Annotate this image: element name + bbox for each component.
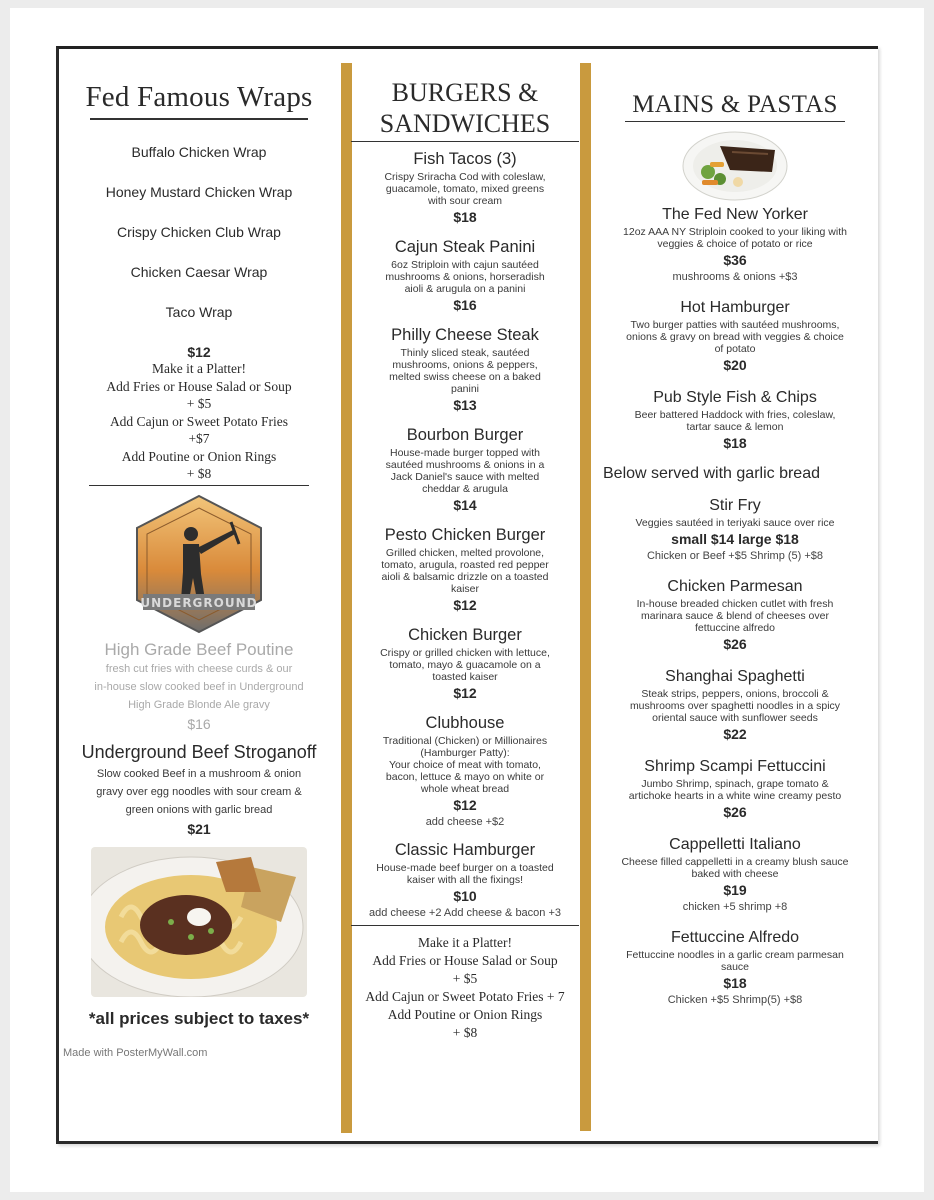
desc-line: sauce [720,961,750,973]
burgers-heading-rule [351,141,579,142]
desc-line: Steak strips, peppers, onions, broccoli & [641,688,829,700]
item-title: Pub Style Fish & Chips [653,389,817,406]
menu-item [595,578,875,652]
desc-line: fettuccine alfredo [695,622,775,634]
menu-item [349,626,581,701]
underground-logo [133,494,265,634]
desc-line: In-house breaded chicken cutlet with fresh [636,598,834,610]
item-price: $26 [723,804,747,820]
platter-line: Add Cajun or Sweet Potato Fries + 7 [365,989,565,1004]
mains-list [595,206,875,451]
item-description [595,598,875,634]
desc-line: Beer battered Haddock with fries, coleslaw, [634,409,836,421]
item-price: $14 [453,497,477,513]
wraps-platter-info [63,360,335,483]
heading-line: BURGERS & [391,78,539,107]
item-description [349,547,581,595]
desc-line: aioli & balsamic drizzle on a toasted [381,571,549,583]
menu-item [595,836,875,913]
platter-line: Make it a Platter! [151,361,247,376]
desc-line: mushrooms & onions, horseradish [385,271,545,283]
burgers-list [349,150,581,919]
desc-line: panini [450,383,480,395]
platter-line: Add Poutine or Onion Rings [387,1007,543,1022]
item-title: Cajun Steak Panini [394,238,536,256]
desc-line: toasted kaiser [432,671,498,683]
desc-line: aioli & arugula on a panini [404,283,526,295]
item-description [595,856,875,880]
item-title: Clubhouse [425,714,505,732]
wrap-item: Chicken Caesar Wrap [130,264,268,280]
desc-line: in-house slow cooked beef in Underground [94,680,304,693]
item-price: $21 [187,820,211,837]
item-description [63,660,335,714]
desc-line: Jumbo Shrimp, spinach, grape tomato & [641,778,829,790]
desc-line: mushrooms over spaghetti noodles in a spicy [629,700,841,712]
item-description [349,171,581,207]
item-addon: add cheese +2 Add cheese & bacon +3 [368,907,562,919]
poutine-item [63,640,335,732]
item-description [349,647,581,683]
mains-heading-rule [625,121,845,122]
item-title: Bourbon Burger [406,426,524,444]
burgers-column [349,49,581,1042]
platter-line: + $8 [186,466,212,481]
stroganoff-photo [91,847,307,997]
desc-line: whole wheat bread [420,783,510,795]
gold-divider-right [580,63,591,1131]
food-photo-icon [91,847,307,997]
menu-item [595,299,875,373]
platter-line: + $8 [452,1025,478,1040]
desc-line: green onions with garlic bread [125,803,273,816]
menu-item [349,714,581,828]
desc-line: Veggies sautéed in teriyaki sauce over rice [635,517,835,529]
platter-line: + $5 [186,396,212,411]
platter-line: Make it a Platter! [417,935,513,950]
menu-item [595,497,875,562]
desc-line: cheddar & arugula [422,483,508,495]
platter-line: Add Cajun or Sweet Potato Fries [109,413,289,429]
wrap-item: Taco Wrap [165,304,233,320]
item-description [349,862,581,886]
desc-line: Thinly sliced steak, sautéed [400,347,530,359]
platter-line: + $5 [452,971,478,986]
desc-line: High Grade Blonde Ale gravy [128,698,270,711]
item-title: Cappelletti Italiano [669,836,801,853]
desc-line: fresh cut fries with cheese curds & our [105,662,293,675]
item-title: Shanghai Spaghetti [665,668,805,685]
desc-line: Cheese filled cappelletti in a creamy blush sauce [621,856,849,868]
wrap-item: Buffalo Chicken Wrap [131,144,267,160]
item-price: $12 [453,685,477,701]
item-addon: Chicken or Beef +$5 Shrimp (5) +$8 [646,550,824,562]
item-addon: Chicken +$5 Shrimp(5) +$8 [667,994,803,1006]
burgers-heading [349,77,581,139]
item-price: $22 [723,726,747,742]
desc-line: melted swiss cheese on a baked [389,371,541,383]
mains-column [595,49,875,1006]
desc-line: veggies & choice of potato or rice [657,238,813,250]
item-title: Fish Tacos (3) [413,150,517,168]
menu-item [349,326,581,413]
item-price: $10 [453,888,477,904]
menu-item [595,758,875,820]
menu-item [349,426,581,513]
item-price: $26 [723,636,747,652]
desc-line: guacamole, tomato, mixed greens [385,183,545,195]
item-title: The Fed New Yorker [662,206,808,223]
made-with-note: Made with PosterMyWall.com [63,1046,208,1059]
desc-line: marinara sauce & blend of cheeses over [641,610,829,622]
item-title: Chicken Parmesan [667,578,803,595]
item-title: Stir Fry [709,497,761,514]
item-description [595,778,875,802]
menu-sheet [56,46,878,1144]
desc-line: Jack Daniel's sauce with melted [390,471,540,483]
taxes-note: *all prices subject to taxes* [88,1008,310,1028]
item-price: $18 [723,435,747,451]
desc-line: Traditional (Chicken) or Millionaires [382,735,548,747]
item-description [595,409,875,433]
platter-line: Add Fries or House Salad or Soup [106,378,292,394]
wraps-heading: Fed Famous Wraps [85,81,313,113]
wrap-item: Honey Mustard Chicken Wrap [105,184,293,200]
desc-line: Grilled chicken, melted provolone, [385,547,545,559]
item-title: Chicken Burger [408,626,522,644]
desc-line: gravy over egg noodles with sour cream & [96,785,302,798]
section-rule [351,925,579,926]
item-addon: add cheese +$2 [425,816,505,828]
steak-photo [680,124,790,204]
item-price: $16 [187,715,211,732]
desc-line: House-made beef burger on a toasted [376,862,554,874]
item-title: Fettuccine Alfredo [670,929,800,946]
item-price: $13 [453,397,477,413]
desc-line: kaiser [450,583,479,595]
pasta-list [595,497,875,1006]
item-description [349,259,581,295]
item-title: Underground Beef Stroganoff [81,741,317,762]
platter-line: Add Fries or House Salad or Soup [372,953,558,968]
item-addon: mushrooms & onions +$3 [672,271,798,283]
menu-item [349,526,581,613]
item-price: $12 [453,597,477,613]
item-title: Pesto Chicken Burger [384,526,546,544]
wraps-list [63,132,335,332]
desc-line: kaiser with all the fixings! [406,874,524,886]
desc-line: onions & gravy on bread with veggies & choice [626,331,844,343]
item-price: $18 [723,975,747,991]
desc-line: 6oz Striploin with cajun sautéed [391,259,539,271]
desc-line: sautéed mushrooms & onions in a [385,459,545,471]
menu-item [595,668,875,742]
item-description [595,949,875,973]
logo-text: UNDERGROUND [140,595,258,610]
desc-line: Two burger patties with sautéed mushrooms, [630,319,840,331]
menu-item [349,841,581,919]
item-price: small $14 large $18 [671,531,799,547]
desc-line: of potato [714,343,756,355]
desc-line: (Hamburger Patty): [420,747,510,759]
desc-line: tomato, arugula, roasted red pepper [381,559,549,571]
item-title: Philly Cheese Steak [391,326,539,344]
item-title: Hot Hamburger [680,299,790,316]
miner-silhouette-logo-icon [133,494,265,634]
item-addon: chicken +5 shrimp +8 [682,901,788,913]
item-price: $16 [453,297,477,313]
section-rule [89,485,309,486]
wrap-item: Crispy Chicken Club Wrap [117,224,281,240]
menu-item [595,206,875,283]
item-description [349,735,581,795]
menu-item [595,929,875,1006]
item-description [349,447,581,495]
menu-item [349,150,581,225]
wraps-column [63,49,335,1059]
burgers-platter-info [349,934,581,1042]
item-price: $12 [453,797,477,813]
desc-line: Crispy Sriracha Cod with coleslaw, [384,171,546,183]
platter-line: +$7 [188,431,210,446]
desc-line: oriental sauce with sunflower seeds [652,712,818,724]
desc-line: mushrooms, onions & peppers, [392,359,538,371]
desc-line: Slow cooked Beef in a mushroom & onion [96,767,302,780]
desc-line: House-made burger topped with [389,447,540,459]
stroganoff-item [63,742,335,837]
item-price: $36 [723,252,747,268]
garlic-bread-note: Below served with garlic bread [603,465,820,482]
desc-line: artichoke hearts in a white wine creamy pesto [628,790,842,802]
item-description [595,319,875,355]
platter-line: Add Poutine or Onion Rings [121,448,277,464]
desc-line: Your choice of meat with tomato, [389,759,541,771]
food-photo-icon [680,124,790,204]
menu-item [349,238,581,313]
item-price: $19 [723,882,747,898]
item-price: $20 [723,357,747,373]
item-description [63,765,335,819]
heading-line: SANDWICHES [379,109,551,138]
desc-line: bacon, lettuce & mayo on white or [385,771,545,783]
desc-line: with sour cream [427,195,503,207]
item-title: High Grade Beef Poutine [104,639,294,659]
wraps-heading-rule [90,118,308,120]
desc-line: Fettuccine noodles in a garlic cream parmesan [626,949,844,961]
item-description [595,688,875,724]
item-description [349,347,581,395]
item-price: $18 [453,209,477,225]
desc-line: baked with cheese [691,868,779,880]
desc-line: tartar sauce & lemon [686,421,784,433]
item-description [595,517,875,529]
mains-heading: MAINS & PASTAS [632,91,838,118]
desc-line: 12oz AAA NY Striploin cooked to your liking with [623,226,847,238]
item-title: Shrimp Scampi Fettuccini [644,758,826,775]
wraps-price: $12 [187,344,211,360]
item-description [595,226,875,250]
menu-item [595,389,875,451]
desc-line: tomato, mayo & guacamole on a [389,659,541,671]
desc-line: Crispy or grilled chicken with lettuce, [380,647,550,659]
item-title: Classic Hamburger [394,841,536,859]
